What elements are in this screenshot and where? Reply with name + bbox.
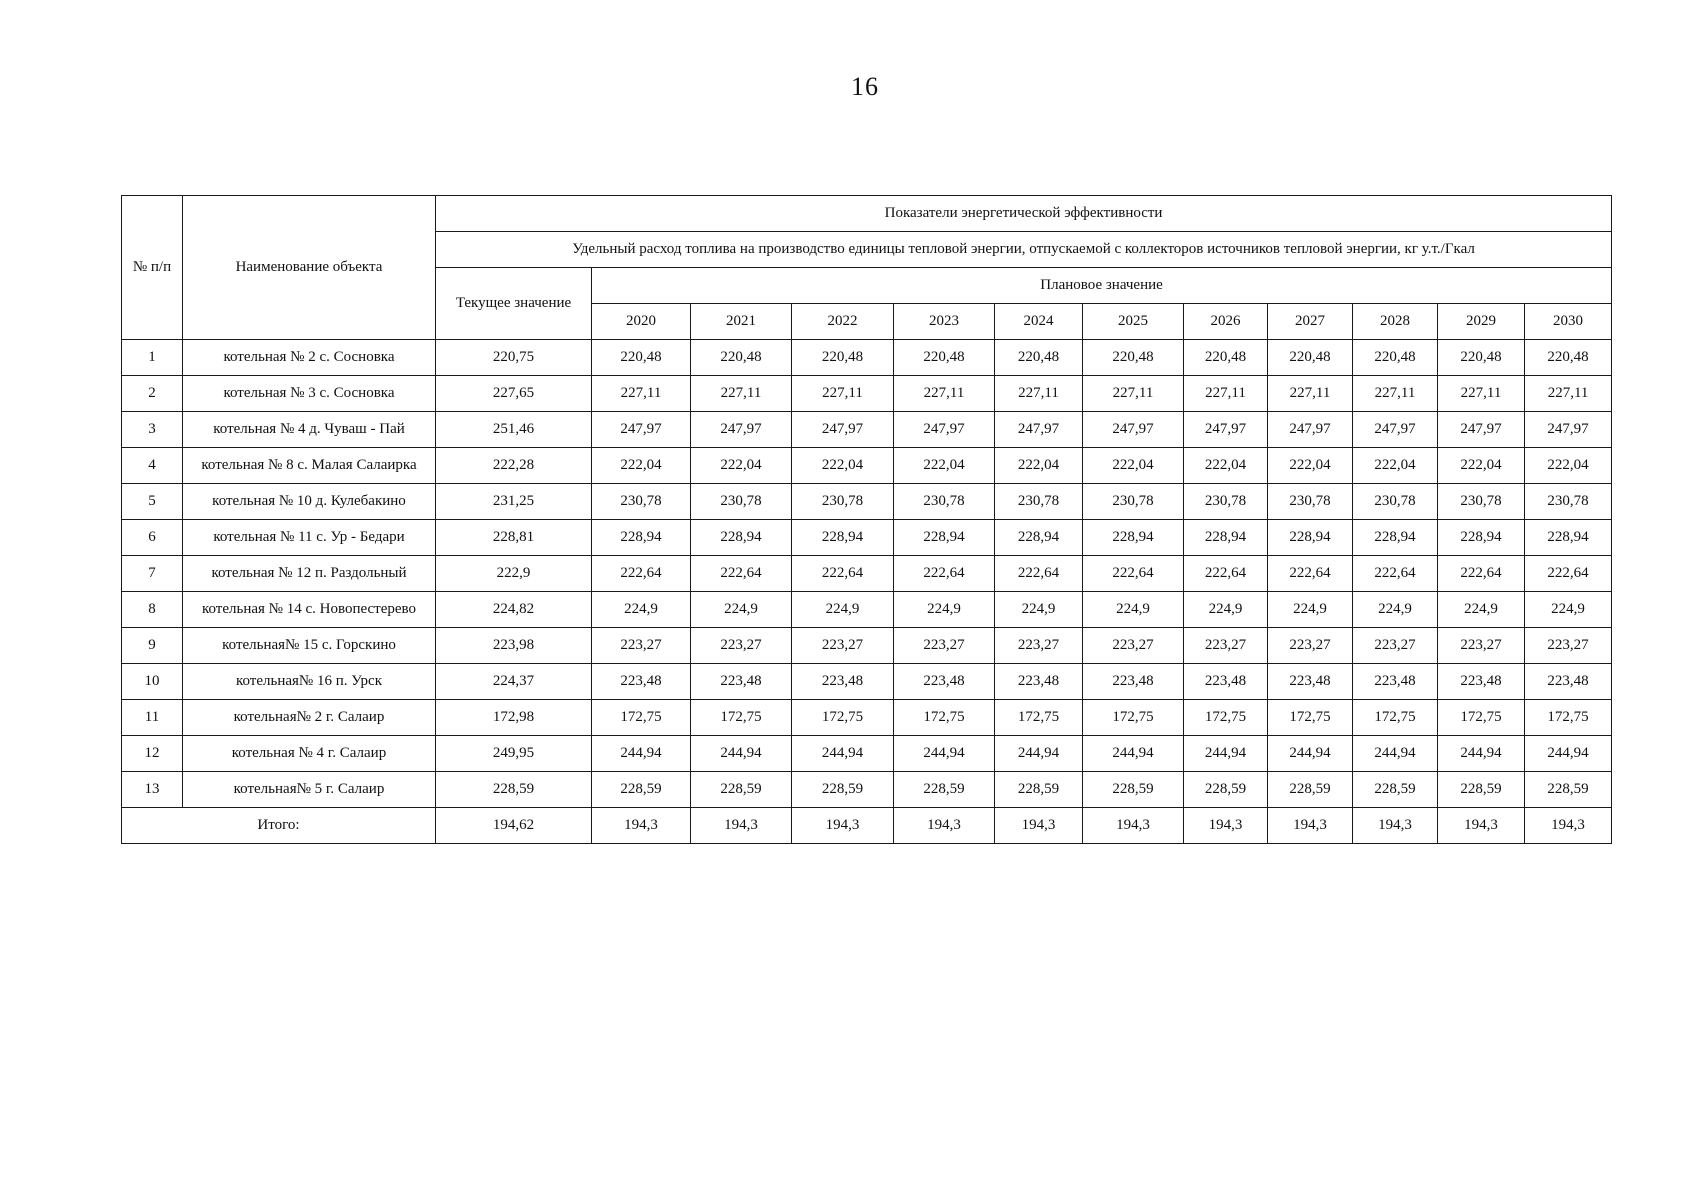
object-name-cell: котельная № 12 п. Раздольный	[183, 556, 436, 592]
planned-value-cell: 247,97	[1268, 412, 1353, 448]
object-name-cell: котельная№ 5 г. Салаир	[183, 772, 436, 808]
page-number: 16	[851, 72, 879, 101]
table-row	[122, 772, 1612, 808]
planned-value-cell: 223,27	[1525, 628, 1612, 664]
planned-value-cell: 224,9	[792, 592, 894, 628]
planned-value-cell: 223,48	[1438, 664, 1525, 700]
year-header: 2023	[894, 304, 995, 340]
col-number-header: № п/п	[122, 196, 183, 340]
planned-value-cell: 228,94	[1268, 520, 1353, 556]
table-row	[122, 736, 1612, 772]
table-body	[122, 340, 1612, 844]
row-number-cell: 8	[122, 592, 183, 628]
planned-value-cell: 223,27	[894, 628, 995, 664]
year-header: 2021	[691, 304, 792, 340]
planned-value-cell: 222,64	[1184, 556, 1268, 592]
planned-value-cell: 228,59	[1438, 772, 1525, 808]
planned-value-cell: 223,27	[995, 628, 1083, 664]
row-number-cell: 10	[122, 664, 183, 700]
planned-value-cell: 222,04	[691, 448, 792, 484]
object-name-cell: котельная№ 16 п. Урск	[183, 664, 436, 700]
total-row	[122, 808, 1612, 844]
planned-value-cell: 222,04	[1353, 448, 1438, 484]
planned-value-cell: 228,94	[1438, 520, 1525, 556]
planned-value-cell: 222,04	[1083, 448, 1184, 484]
planned-value-cell: 228,59	[1083, 772, 1184, 808]
planned-value-cell: 227,11	[792, 376, 894, 412]
group-header: Показатели энергетической эффективности	[436, 196, 1612, 232]
total-planned-cell: 194,3	[1268, 808, 1353, 844]
planned-value-cell: 220,48	[1353, 340, 1438, 376]
planned-value-cell: 220,48	[1438, 340, 1525, 376]
object-name-cell: котельная № 10 д. Кулебакино	[183, 484, 436, 520]
planned-value-cell: 223,48	[691, 664, 792, 700]
planned-value-cell: 223,48	[894, 664, 995, 700]
planned-value-cell: 228,59	[1268, 772, 1353, 808]
planned-value-cell: 223,48	[1184, 664, 1268, 700]
planned-value-cell: 228,59	[691, 772, 792, 808]
row-number-cell: 9	[122, 628, 183, 664]
total-planned-cell: 194,3	[1525, 808, 1612, 844]
planned-value-cell: 223,48	[1525, 664, 1612, 700]
planned-value-cell: 228,94	[691, 520, 792, 556]
planned-value-cell: 227,11	[1083, 376, 1184, 412]
planned-value-cell: 224,9	[1525, 592, 1612, 628]
total-planned-cell: 194,3	[792, 808, 894, 844]
planned-value-cell: 244,94	[592, 736, 691, 772]
year-header: 2025	[1083, 304, 1184, 340]
planned-value-cell: 223,48	[792, 664, 894, 700]
planned-value-cell: 228,94	[1525, 520, 1612, 556]
planned-value-cell: 227,11	[592, 376, 691, 412]
year-header: 2030	[1525, 304, 1612, 340]
planned-value-cell: 172,75	[1184, 700, 1268, 736]
current-value-cell: 224,82	[436, 592, 592, 628]
table-row	[122, 628, 1612, 664]
current-value-cell: 228,59	[436, 772, 592, 808]
current-value-cell: 251,46	[436, 412, 592, 448]
header-row-1	[122, 196, 1612, 232]
planned-value-cell: 228,59	[894, 772, 995, 808]
planned-value-cell: 247,97	[1083, 412, 1184, 448]
planned-value-cell: 228,94	[1184, 520, 1268, 556]
planned-value-cell: 228,59	[592, 772, 691, 808]
planned-value-cell: 224,9	[1353, 592, 1438, 628]
object-name-cell: котельная№ 15 с. Горскино	[183, 628, 436, 664]
row-number-cell: 6	[122, 520, 183, 556]
planned-value-cell: 228,59	[995, 772, 1083, 808]
planned-value-cell: 230,78	[792, 484, 894, 520]
planned-value-cell: 172,75	[1268, 700, 1353, 736]
planned-value-cell: 222,64	[995, 556, 1083, 592]
planned-value-cell: 223,27	[1268, 628, 1353, 664]
year-header: 2022	[792, 304, 894, 340]
table-row	[122, 700, 1612, 736]
planned-value-cell: 222,64	[1268, 556, 1353, 592]
current-value-cell: 249,95	[436, 736, 592, 772]
planned-value-cell: 220,48	[592, 340, 691, 376]
planned-value-cell: 223,27	[1083, 628, 1184, 664]
planned-value-cell: 220,48	[792, 340, 894, 376]
current-value-cell: 222,28	[436, 448, 592, 484]
current-value-cell: 222,9	[436, 556, 592, 592]
planned-value-cell: 223,27	[1353, 628, 1438, 664]
current-value-cell: 224,37	[436, 664, 592, 700]
planned-value-cell: 227,11	[995, 376, 1083, 412]
row-number-cell: 12	[122, 736, 183, 772]
row-number-cell: 2	[122, 376, 183, 412]
planned-value-cell: 222,64	[894, 556, 995, 592]
planned-value-cell: 230,78	[1268, 484, 1353, 520]
table-row	[122, 664, 1612, 700]
planned-value-cell: 223,48	[1268, 664, 1353, 700]
planned-value-cell: 172,75	[1438, 700, 1525, 736]
planned-value-cell: 227,11	[1438, 376, 1525, 412]
planned-value-cell: 220,48	[1083, 340, 1184, 376]
total-current-cell: 194,62	[436, 808, 592, 844]
planned-value-cell: 244,94	[1268, 736, 1353, 772]
object-name-cell: котельная № 8 с. Малая Салаирка	[183, 448, 436, 484]
planned-value-cell: 220,48	[894, 340, 995, 376]
row-number-cell: 4	[122, 448, 183, 484]
planned-value-cell: 228,94	[592, 520, 691, 556]
planned-value-cell: 247,97	[1438, 412, 1525, 448]
current-value-cell: 220,75	[436, 340, 592, 376]
table-row	[122, 556, 1612, 592]
total-planned-cell: 194,3	[894, 808, 995, 844]
planned-value-header: Плановое значение	[592, 268, 1612, 304]
current-value-cell: 227,65	[436, 376, 592, 412]
planned-value-cell: 222,64	[1525, 556, 1612, 592]
planned-value-cell: 230,78	[1083, 484, 1184, 520]
planned-value-cell: 222,64	[1353, 556, 1438, 592]
planned-value-cell: 220,48	[691, 340, 792, 376]
planned-value-cell: 222,04	[1184, 448, 1268, 484]
year-header: 2027	[1268, 304, 1353, 340]
row-number-cell: 3	[122, 412, 183, 448]
planned-value-cell: 224,9	[1184, 592, 1268, 628]
planned-value-cell: 247,97	[792, 412, 894, 448]
planned-value-cell: 223,48	[1083, 664, 1184, 700]
planned-value-cell: 227,11	[1353, 376, 1438, 412]
planned-value-cell: 230,78	[995, 484, 1083, 520]
planned-value-cell: 230,78	[1353, 484, 1438, 520]
total-planned-cell: 194,3	[1438, 808, 1525, 844]
planned-value-cell: 230,78	[894, 484, 995, 520]
planned-value-cell: 244,94	[691, 736, 792, 772]
current-value-cell: 231,25	[436, 484, 592, 520]
planned-value-cell: 247,97	[1353, 412, 1438, 448]
planned-value-cell: 227,11	[1525, 376, 1612, 412]
total-planned-cell: 194,3	[1083, 808, 1184, 844]
planned-value-cell: 222,04	[792, 448, 894, 484]
planned-value-cell: 222,04	[894, 448, 995, 484]
planned-value-cell: 220,48	[995, 340, 1083, 376]
table-row	[122, 376, 1612, 412]
planned-value-cell: 223,27	[1438, 628, 1525, 664]
table-row	[122, 412, 1612, 448]
planned-value-cell: 228,59	[1525, 772, 1612, 808]
planned-value-cell: 247,97	[1525, 412, 1612, 448]
planned-value-cell: 220,48	[1525, 340, 1612, 376]
planned-value-cell: 230,78	[592, 484, 691, 520]
row-number-cell: 11	[122, 700, 183, 736]
planned-value-cell: 228,94	[995, 520, 1083, 556]
planned-value-cell: 244,94	[1525, 736, 1612, 772]
planned-value-cell: 228,59	[1353, 772, 1438, 808]
planned-value-cell: 222,04	[1438, 448, 1525, 484]
planned-value-cell: 223,27	[592, 628, 691, 664]
year-header: 2029	[1438, 304, 1525, 340]
planned-value-cell: 244,94	[1353, 736, 1438, 772]
planned-value-cell: 223,48	[592, 664, 691, 700]
total-planned-cell: 194,3	[691, 808, 792, 844]
planned-value-cell: 223,48	[1353, 664, 1438, 700]
planned-value-cell: 224,9	[1268, 592, 1353, 628]
energy-efficiency-table	[121, 195, 1612, 844]
row-number-cell: 13	[122, 772, 183, 808]
planned-value-cell: 228,94	[1353, 520, 1438, 556]
planned-value-cell: 222,04	[1525, 448, 1612, 484]
current-value-cell: 223,98	[436, 628, 592, 664]
planned-value-cell: 172,75	[1525, 700, 1612, 736]
planned-value-cell: 224,9	[1438, 592, 1525, 628]
total-planned-cell: 194,3	[1184, 808, 1268, 844]
table-row	[122, 520, 1612, 556]
planned-value-cell: 244,94	[894, 736, 995, 772]
planned-value-cell: 172,75	[792, 700, 894, 736]
planned-value-cell: 222,64	[592, 556, 691, 592]
table-row	[122, 592, 1612, 628]
object-name-cell: котельная № 11 с. Ур - Бедари	[183, 520, 436, 556]
row-number-cell: 5	[122, 484, 183, 520]
table-row	[122, 448, 1612, 484]
planned-value-cell: 228,59	[1184, 772, 1268, 808]
planned-value-cell: 172,75	[691, 700, 792, 736]
planned-value-cell: 230,78	[1184, 484, 1268, 520]
planned-value-cell: 244,94	[1184, 736, 1268, 772]
planned-value-cell: 224,9	[995, 592, 1083, 628]
object-name-cell: котельная № 14 с. Новопестерево	[183, 592, 436, 628]
planned-value-cell: 220,48	[1268, 340, 1353, 376]
planned-value-cell: 222,04	[1268, 448, 1353, 484]
planned-value-cell: 227,11	[1268, 376, 1353, 412]
planned-value-cell: 224,9	[1083, 592, 1184, 628]
planned-value-cell: 230,78	[1525, 484, 1612, 520]
planned-value-cell: 228,94	[894, 520, 995, 556]
planned-value-cell: 172,75	[894, 700, 995, 736]
planned-value-cell: 172,75	[1353, 700, 1438, 736]
planned-value-cell: 172,75	[995, 700, 1083, 736]
total-planned-cell: 194,3	[1353, 808, 1438, 844]
planned-value-cell: 220,48	[1184, 340, 1268, 376]
planned-value-cell: 244,94	[792, 736, 894, 772]
object-name-cell: котельная№ 2 г. Салаир	[183, 700, 436, 736]
col-name-header: Наименование объекта	[183, 196, 436, 340]
total-planned-cell: 194,3	[995, 808, 1083, 844]
planned-value-cell: 224,9	[691, 592, 792, 628]
planned-value-cell: 247,97	[1184, 412, 1268, 448]
planned-value-cell: 172,75	[592, 700, 691, 736]
table-header	[122, 196, 1612, 340]
planned-value-cell: 244,94	[995, 736, 1083, 772]
table-row	[122, 484, 1612, 520]
row-number-cell: 1	[122, 340, 183, 376]
planned-value-cell: 222,64	[691, 556, 792, 592]
planned-value-cell: 222,64	[792, 556, 894, 592]
year-header: 2026	[1184, 304, 1268, 340]
planned-value-cell: 247,97	[894, 412, 995, 448]
planned-value-cell: 230,78	[1438, 484, 1525, 520]
planned-value-cell: 228,94	[792, 520, 894, 556]
total-planned-cell: 194,3	[592, 808, 691, 844]
planned-value-cell: 224,9	[894, 592, 995, 628]
planned-value-cell: 244,94	[1083, 736, 1184, 772]
subgroup-header: Удельный расход топлива на производство единицы тепловой энергии, отпускаемой с коллекторов источников тепловой энергии, кг у.т./Гкал	[436, 232, 1612, 268]
table-row	[122, 340, 1612, 376]
planned-value-cell: 223,27	[1184, 628, 1268, 664]
planned-value-cell: 222,64	[1438, 556, 1525, 592]
year-header: 2020	[592, 304, 691, 340]
total-label-cell: Итого:	[122, 808, 436, 844]
planned-value-cell: 222,04	[592, 448, 691, 484]
current-value-cell: 228,81	[436, 520, 592, 556]
planned-value-cell: 230,78	[691, 484, 792, 520]
planned-value-cell: 228,59	[792, 772, 894, 808]
object-name-cell: котельная № 2 с. Сосновка	[183, 340, 436, 376]
object-name-cell: котельная № 4 д. Чуваш - Пай	[183, 412, 436, 448]
row-number-cell: 7	[122, 556, 183, 592]
energy-efficiency-table-container	[121, 195, 1612, 844]
planned-value-cell: 247,97	[592, 412, 691, 448]
planned-value-cell: 227,11	[1184, 376, 1268, 412]
planned-value-cell: 247,97	[691, 412, 792, 448]
planned-value-cell: 227,11	[894, 376, 995, 412]
planned-value-cell: 227,11	[691, 376, 792, 412]
object-name-cell: котельная № 4 г. Салаир	[183, 736, 436, 772]
planned-value-cell: 223,27	[691, 628, 792, 664]
current-value-cell: 172,98	[436, 700, 592, 736]
planned-value-cell: 224,9	[592, 592, 691, 628]
planned-value-cell: 223,48	[995, 664, 1083, 700]
planned-value-cell: 222,64	[1083, 556, 1184, 592]
object-name-cell: котельная № 3 с. Сосновка	[183, 376, 436, 412]
current-value-header: Текущее значение	[436, 268, 592, 340]
planned-value-cell: 247,97	[995, 412, 1083, 448]
planned-value-cell: 244,94	[1438, 736, 1525, 772]
planned-value-cell: 228,94	[1083, 520, 1184, 556]
planned-value-cell: 222,04	[995, 448, 1083, 484]
planned-value-cell: 172,75	[1083, 700, 1184, 736]
year-header: 2028	[1353, 304, 1438, 340]
planned-value-cell: 223,27	[792, 628, 894, 664]
year-header: 2024	[995, 304, 1083, 340]
